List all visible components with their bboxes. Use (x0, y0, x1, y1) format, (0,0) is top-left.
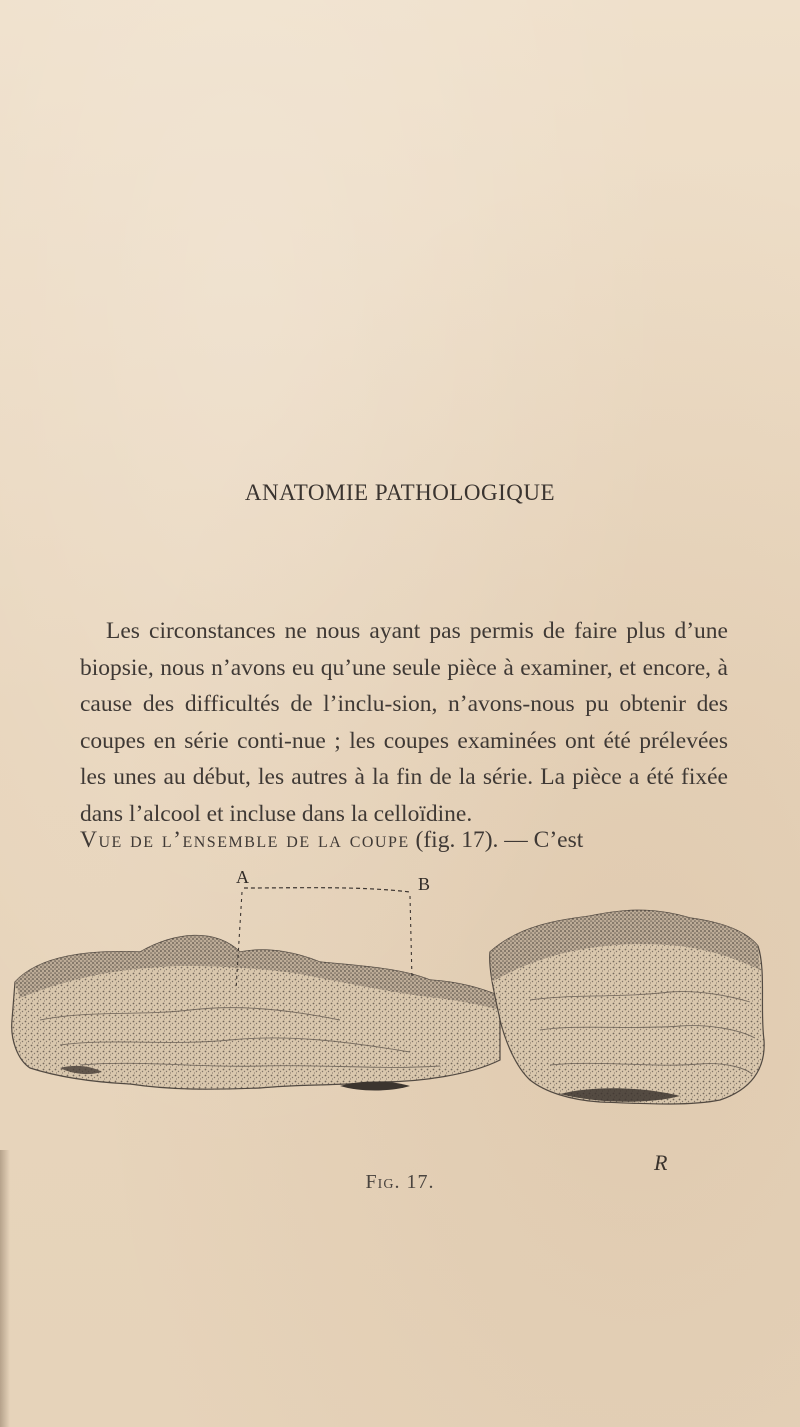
figure-label-b: B (418, 874, 431, 894)
section-lead-line (80, 822, 730, 858)
section-lead-rest: (fig. 17). — C’est (409, 827, 584, 853)
figure-17 (0, 867, 800, 1120)
tissue-section-illustration (0, 870, 800, 1120)
artist-signature: R (654, 1150, 668, 1175)
figure-caption: Fig. 17. (365, 1171, 435, 1193)
reference-vertical-b (410, 896, 412, 980)
body-paragraph: Les circonstances ne nous ayant pas permis de faire plus d’une biopsie, nous n’avons eu qu’une seule pièce à examiner, et encore, à cause des difficultés de l’inclu-sion, n’avons-nous pu obtenir des coupes en série conti-nue ; les coupes examinées ont été prélevées les unes au début, les autres à la fin de la série. La pièce a été fixée dans l’alcool et incluse dans la celloïdine. (80, 618, 728, 827)
figure-label-a: A (236, 867, 249, 887)
page-heading: ANATOMIE PATHOLOGIQUE (244, 480, 556, 505)
reference-line-ab (244, 888, 410, 892)
section-title-small-caps: Vue de l’ensemble de la coupe (80, 827, 410, 853)
body-paragraph-block (80, 613, 728, 832)
